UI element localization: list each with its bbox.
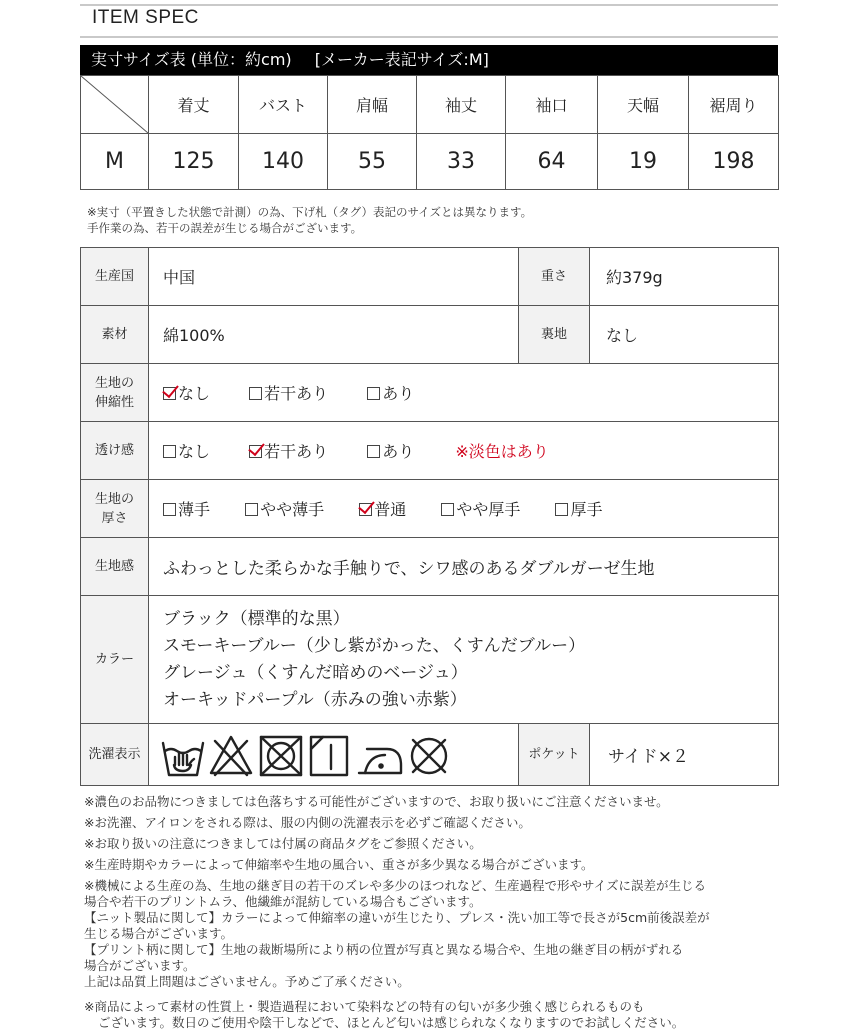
option-label: 厚手 (570, 500, 603, 519)
col-header-neck-width: 天幅 (598, 76, 689, 134)
washing-label: 洗濯表示 (81, 724, 149, 786)
col-header-shoulder: 肩幅 (328, 76, 417, 134)
col-header-cuff: 袖口 (506, 76, 598, 134)
thickness-label (81, 480, 149, 538)
sheer-option-yes (367, 439, 414, 462)
size-value: 55 (328, 134, 417, 190)
color-item: ブラック（標準的な黒） (163, 608, 350, 629)
origin-label: 生産国 (81, 248, 149, 306)
checkbox-icon (367, 445, 380, 458)
no-dry-clean-icon (412, 739, 446, 773)
size-value: 19 (598, 134, 689, 190)
checkbox-icon (367, 387, 380, 400)
size-table-section (80, 45, 778, 190)
col-header-sleeve-length: 袖丈 (417, 76, 506, 134)
washing-icons (149, 724, 519, 786)
spec-row-thickness (81, 480, 779, 538)
checkbox-checked-icon (359, 503, 372, 516)
thickness-option-thin (163, 497, 210, 520)
spec-row-material (81, 306, 779, 364)
stretch-options (149, 364, 779, 422)
note-line: 【プリント柄に関して】生地の裁断場所により柄の位置が写真と異なる場合や、生地の継ぎ目の柄がずれる (84, 942, 684, 957)
note-line: 生じる場合がございます。 (84, 926, 234, 941)
material-label: 素材 (81, 306, 149, 364)
size-note-line2: 手作業の為、若干の誤差が生じる場合がございます。 (87, 221, 363, 235)
size-table-corner (81, 76, 149, 134)
spec-row-texture (81, 538, 779, 596)
no-bleach-icon (211, 737, 251, 775)
header-top-rule (80, 4, 778, 6)
note-line: ※お取り扱いの注意につきましては付属の商品タグをご参照ください。 (84, 836, 482, 851)
size-label: M (81, 134, 149, 190)
checkbox-checked-icon (249, 445, 262, 458)
thickness-label-line1: 生地の (94, 491, 134, 507)
thickness-option-thick (555, 497, 602, 520)
sheer-option-slight (249, 439, 328, 462)
option-label: 若干あり (264, 384, 329, 403)
size-row-m (81, 134, 779, 190)
spec-row-sheer (81, 422, 779, 480)
thickness-option-normal (359, 497, 406, 520)
colors-label: カラー (81, 596, 149, 724)
texture-label: 生地感 (81, 538, 149, 596)
weight-label: 重さ (519, 248, 590, 306)
size-caption-unit: 実寸サイズ表 (単位：約cm) (91, 50, 292, 69)
option-label: なし (178, 442, 211, 461)
checkbox-icon (249, 387, 262, 400)
size-value: 64 (506, 134, 598, 190)
size-table-header-row (81, 76, 779, 134)
checkbox-icon (245, 503, 258, 516)
note-line: 上記は品質上問題はございません。予めご了承ください。 (84, 974, 410, 989)
size-value: 33 (417, 134, 506, 190)
size-value: 198 (689, 134, 779, 190)
color-item: スモーキーブルー（少し紫がかった、くすんだブルー） (163, 635, 586, 656)
stretch-label (81, 364, 149, 422)
option-label: あり (382, 442, 415, 461)
col-header-length: 着丈 (149, 76, 239, 134)
sheer-option-none (163, 439, 210, 462)
color-item: グレージュ（くすんだ暗めのベージュ） (163, 662, 468, 683)
spec-row-stretch (81, 364, 779, 422)
checkbox-checked-icon (163, 387, 176, 400)
size-note-line1: ※実寸（平置きした状態で計測）の為、下げ札（タグ）表記のサイズとは異なります。 (87, 205, 533, 219)
checkbox-icon (441, 503, 454, 516)
note-line: 場合がございます。 (84, 958, 196, 973)
note-line: ※濃色のお品物につきましては色落ちする可能性がございますので、お取り扱いにご注意くださいませ。 (84, 794, 669, 809)
spec-row-colors (81, 596, 779, 724)
no-tumble-dry-icon (261, 737, 301, 775)
option-label: やや厚手 (456, 500, 521, 519)
lining-label: 裏地 (519, 306, 590, 364)
sheer-options (149, 422, 779, 480)
sheer-label: 透け感 (81, 422, 149, 480)
note-line: ※生産時期やカラーによって伸縮率や生地の風合い、重さが多少異なる場合がございます。 (84, 857, 594, 872)
note-line: 場合や若干のプリントムラ、他繊維が混紡している場合もございます。 (84, 894, 482, 909)
stretch-option-none (163, 381, 210, 404)
thickness-option-slightly-thick (441, 497, 520, 520)
thickness-options (149, 480, 779, 538)
pocket-value: サイド×２ (590, 724, 779, 786)
lining-value: なし (590, 306, 779, 364)
stretch-option-slight (249, 381, 328, 404)
hand-wash-icon (163, 743, 203, 775)
note-line: ※商品によって素材の性質上・製造過程において染料などの特有の匂いが多少強く感じられるものも (84, 999, 645, 1014)
notes-section (84, 794, 774, 1031)
thickness-option-slightly-thin (245, 497, 324, 520)
col-header-hem: 裾周り (689, 76, 779, 134)
size-table (80, 75, 779, 190)
checkbox-icon (163, 445, 176, 458)
size-value: 140 (239, 134, 328, 190)
spec-row-origin (81, 248, 779, 306)
option-label: なし (178, 384, 211, 403)
thickness-label-line2: 厚さ (101, 510, 128, 526)
checkbox-icon (163, 503, 176, 516)
header-bottom-rule (80, 36, 778, 38)
texture-value: ふわっとした柔らかな手触りで、シワ感のあるダブルガーゼ生地 (149, 538, 779, 596)
sheer-note: ※淡色はあり (455, 442, 549, 461)
checkbox-icon (555, 503, 568, 516)
weight-value: 約379g (590, 248, 779, 306)
note-line: ございます。数日のご使用や陰干しなどで、ほとんど匂いは感じられなくなりますのでお試しください。 (98, 1015, 685, 1030)
iron-low-icon (359, 749, 401, 773)
colors-list (149, 596, 779, 724)
color-item: オーキッドパープル（赤みの強い赤紫） (163, 689, 467, 710)
origin-value: 中国 (149, 248, 519, 306)
note-line: ※お洗濯、アイロンをされる際は、服の内側の洗濯表示を必ずご確認ください。 (84, 815, 531, 830)
line-dry-shade-icon (311, 737, 347, 775)
section-title: ITEM SPEC (92, 7, 199, 28)
stretch-option-yes (367, 381, 414, 404)
pocket-label: ポケット (519, 724, 590, 786)
size-table-caption (80, 45, 778, 75)
option-label: 若干あり (264, 442, 329, 461)
note-line: ※機械による生産の為、生地の継ぎ目の若干のズレや多少のほつれなど、生産過程で形やサイズに誤差が生じる (84, 878, 706, 893)
option-label: やや薄手 (260, 500, 325, 519)
size-value: 125 (149, 134, 239, 190)
col-header-bust: バスト (239, 76, 328, 134)
material-value: 綿100% (149, 306, 519, 364)
note-line: 【ニット製品に関して】カラーによって伸縮率の違いが生じたり、プレス・洗い加工等で長さが5cm前後誤差が (84, 910, 710, 925)
size-caption-maker: [メーカー表記サイズ:M] (314, 50, 489, 69)
spec-table (80, 247, 779, 786)
option-label: あり (382, 384, 415, 403)
option-label: 普通 (374, 500, 407, 519)
stretch-label-line1: 生地の (94, 375, 134, 391)
spec-row-washing (81, 724, 779, 786)
option-label: 薄手 (178, 500, 211, 519)
stretch-label-line2: 伸縮性 (94, 394, 134, 410)
